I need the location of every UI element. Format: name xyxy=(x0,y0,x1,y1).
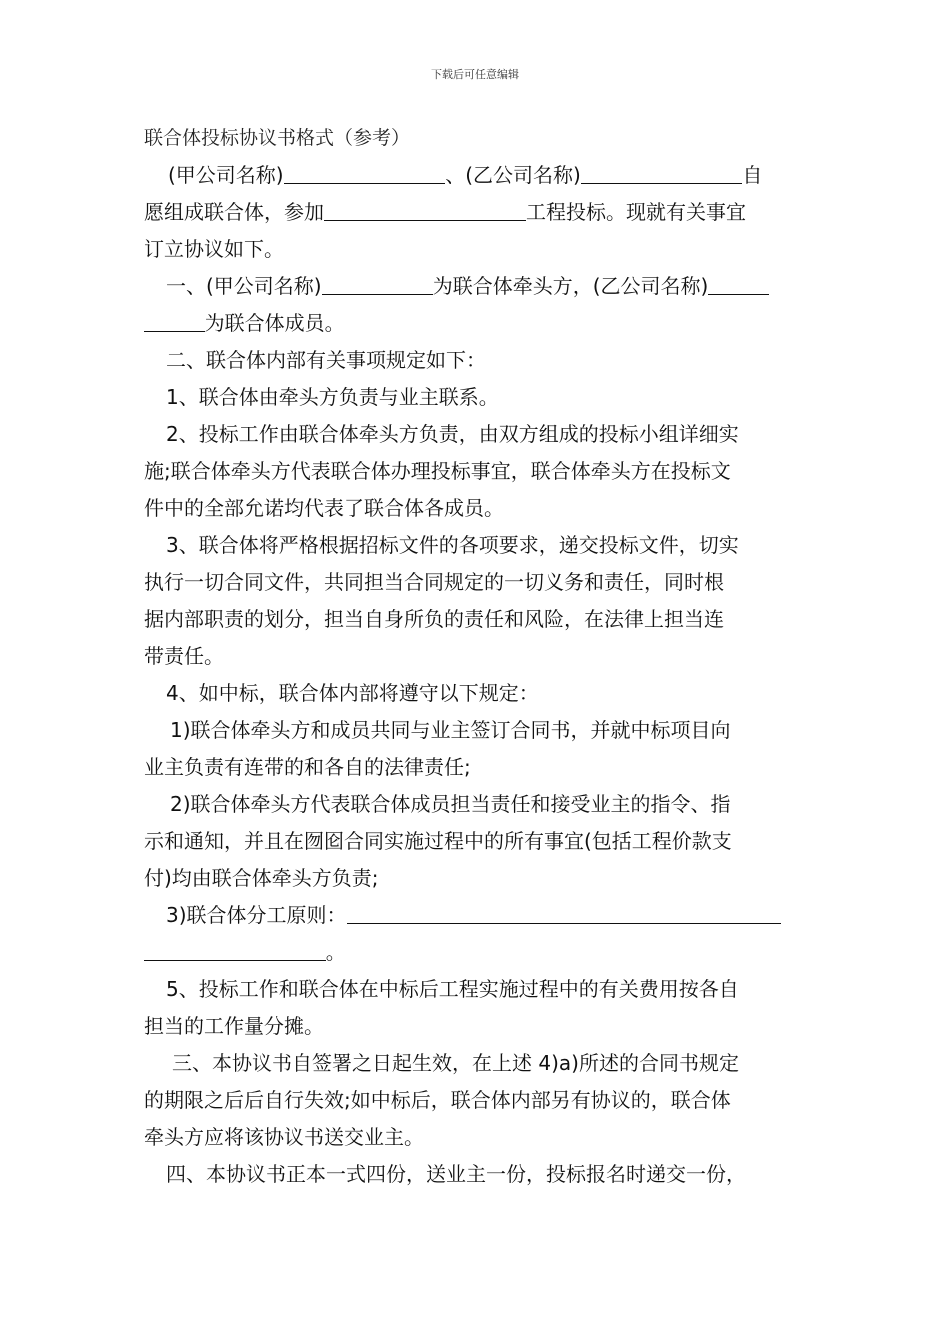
line-text: 3、联合体将严格根据招标文件的各项要求，递交投标文件，切实 xyxy=(166,533,739,557)
document-body xyxy=(144,120,812,1193)
line-text: 、(乙公司名称) xyxy=(445,163,581,187)
line-text: 带责任。 xyxy=(144,644,224,668)
document-line xyxy=(144,157,812,194)
fill-in-blank xyxy=(144,940,326,961)
line-text: 业主负责有连带的和各自的法律责任; xyxy=(144,755,471,779)
line-text: 施;联合体牵头方代表联合体办理投标事宜，联合体牵头方在投标文 xyxy=(144,459,731,483)
document-line xyxy=(144,305,812,342)
page-header: 下载后可任意编辑 xyxy=(431,68,519,81)
line-text: (甲公司名称) xyxy=(168,163,284,187)
document-line xyxy=(144,416,812,453)
line-text: 二、联合体内部有关事项规定如下： xyxy=(166,348,486,372)
line-text: 2、投标工作由联合体牵头方负责，由双方组成的投标小组详细实 xyxy=(166,422,739,446)
line-text: 1)联合体牵头方和成员共同与业主签订合同书，并就中标项目向 xyxy=(170,718,731,742)
line-text: 四、本协议书正本一式四份，送业主一份，投标报名时递交一份， xyxy=(166,1162,746,1186)
line-text: 牵头方应将该协议书送交业主。 xyxy=(144,1125,424,1149)
document-line xyxy=(144,1045,812,1082)
document-line xyxy=(144,601,812,638)
line-text: 示和通知，并且在囫囵合同实施过程中的所有事宜(包括工程价款支 xyxy=(144,829,732,853)
line-text: 自 xyxy=(742,163,763,187)
document-line xyxy=(144,490,812,527)
fill-in-blank xyxy=(144,311,205,332)
document-line xyxy=(144,971,812,1008)
document-line xyxy=(144,675,812,712)
fill-in-blank xyxy=(708,274,769,295)
line-text: 件中的全部允诺均代表了联合体各成员。 xyxy=(144,496,504,520)
line-text: 工程投标。现就有关事宜 xyxy=(526,200,746,224)
line-text: 的期限之后后自行失效;如中标后，联合体内部另有协议的，联合体 xyxy=(144,1088,731,1112)
line-text: 三、本协议书自签署之日起生效，在上述 4)a)所述的合同书规定 xyxy=(172,1051,739,1075)
fill-in-blank xyxy=(581,163,743,184)
document-line xyxy=(144,712,812,749)
line-text: 据内部职责的划分，担当自身所负的责任和风险，在法律上担当连 xyxy=(144,607,724,631)
document-line xyxy=(144,231,812,268)
document-line xyxy=(144,786,812,823)
document-line xyxy=(144,1008,812,1045)
line-text: 为联合体成员。 xyxy=(204,311,345,335)
document-line xyxy=(144,379,812,416)
line-text: 3)联合体分工原则： xyxy=(166,903,347,927)
document-line xyxy=(144,638,812,675)
document-line xyxy=(144,749,812,786)
line-text: 为联合体牵头方，(乙公司名称) xyxy=(432,274,709,298)
document-line xyxy=(144,897,812,934)
line-text: 4、如中标，联合体内部将遵守以下规定： xyxy=(166,681,539,705)
document-line xyxy=(144,453,812,490)
document-line xyxy=(144,1119,812,1156)
line-text: 5、投标工作和联合体在中标后工程实施过程中的有关费用按各自 xyxy=(166,977,739,1001)
line-text: 付)均由联合体牵头方负责; xyxy=(144,866,379,890)
document-line xyxy=(144,860,812,897)
fill-in-blank xyxy=(324,200,526,221)
document-lines xyxy=(144,157,812,1193)
document-line xyxy=(144,934,812,971)
fill-in-blank xyxy=(322,274,433,295)
document-line xyxy=(144,268,812,305)
document-title: 联合体投标协议书格式（参考） xyxy=(144,127,411,149)
document-line xyxy=(144,194,812,231)
document-line xyxy=(144,564,812,601)
line-text: 。 xyxy=(325,940,346,964)
line-text: 1、联合体由牵头方负责与业主联系。 xyxy=(166,385,499,409)
line-text: 愿组成联合体，参加 xyxy=(144,200,324,224)
line-text: 2)联合体牵头方代表联合体成员担当责任和接受业主的指令、指 xyxy=(170,792,731,816)
line-text: 订立协议如下。 xyxy=(144,237,284,261)
line-text: 执行一切合同文件，共同担当合同规定的一切义务和责任，同时根 xyxy=(144,570,724,594)
document-line xyxy=(144,527,812,564)
line-text: 一、(甲公司名称) xyxy=(166,274,322,298)
document-line xyxy=(144,1082,812,1119)
document-line xyxy=(144,823,812,860)
fill-in-blank xyxy=(347,903,781,924)
line-text: 担当的工作量分摊。 xyxy=(144,1014,324,1038)
document-line xyxy=(144,342,812,379)
document-line xyxy=(144,1156,812,1193)
fill-in-blank xyxy=(284,163,446,184)
